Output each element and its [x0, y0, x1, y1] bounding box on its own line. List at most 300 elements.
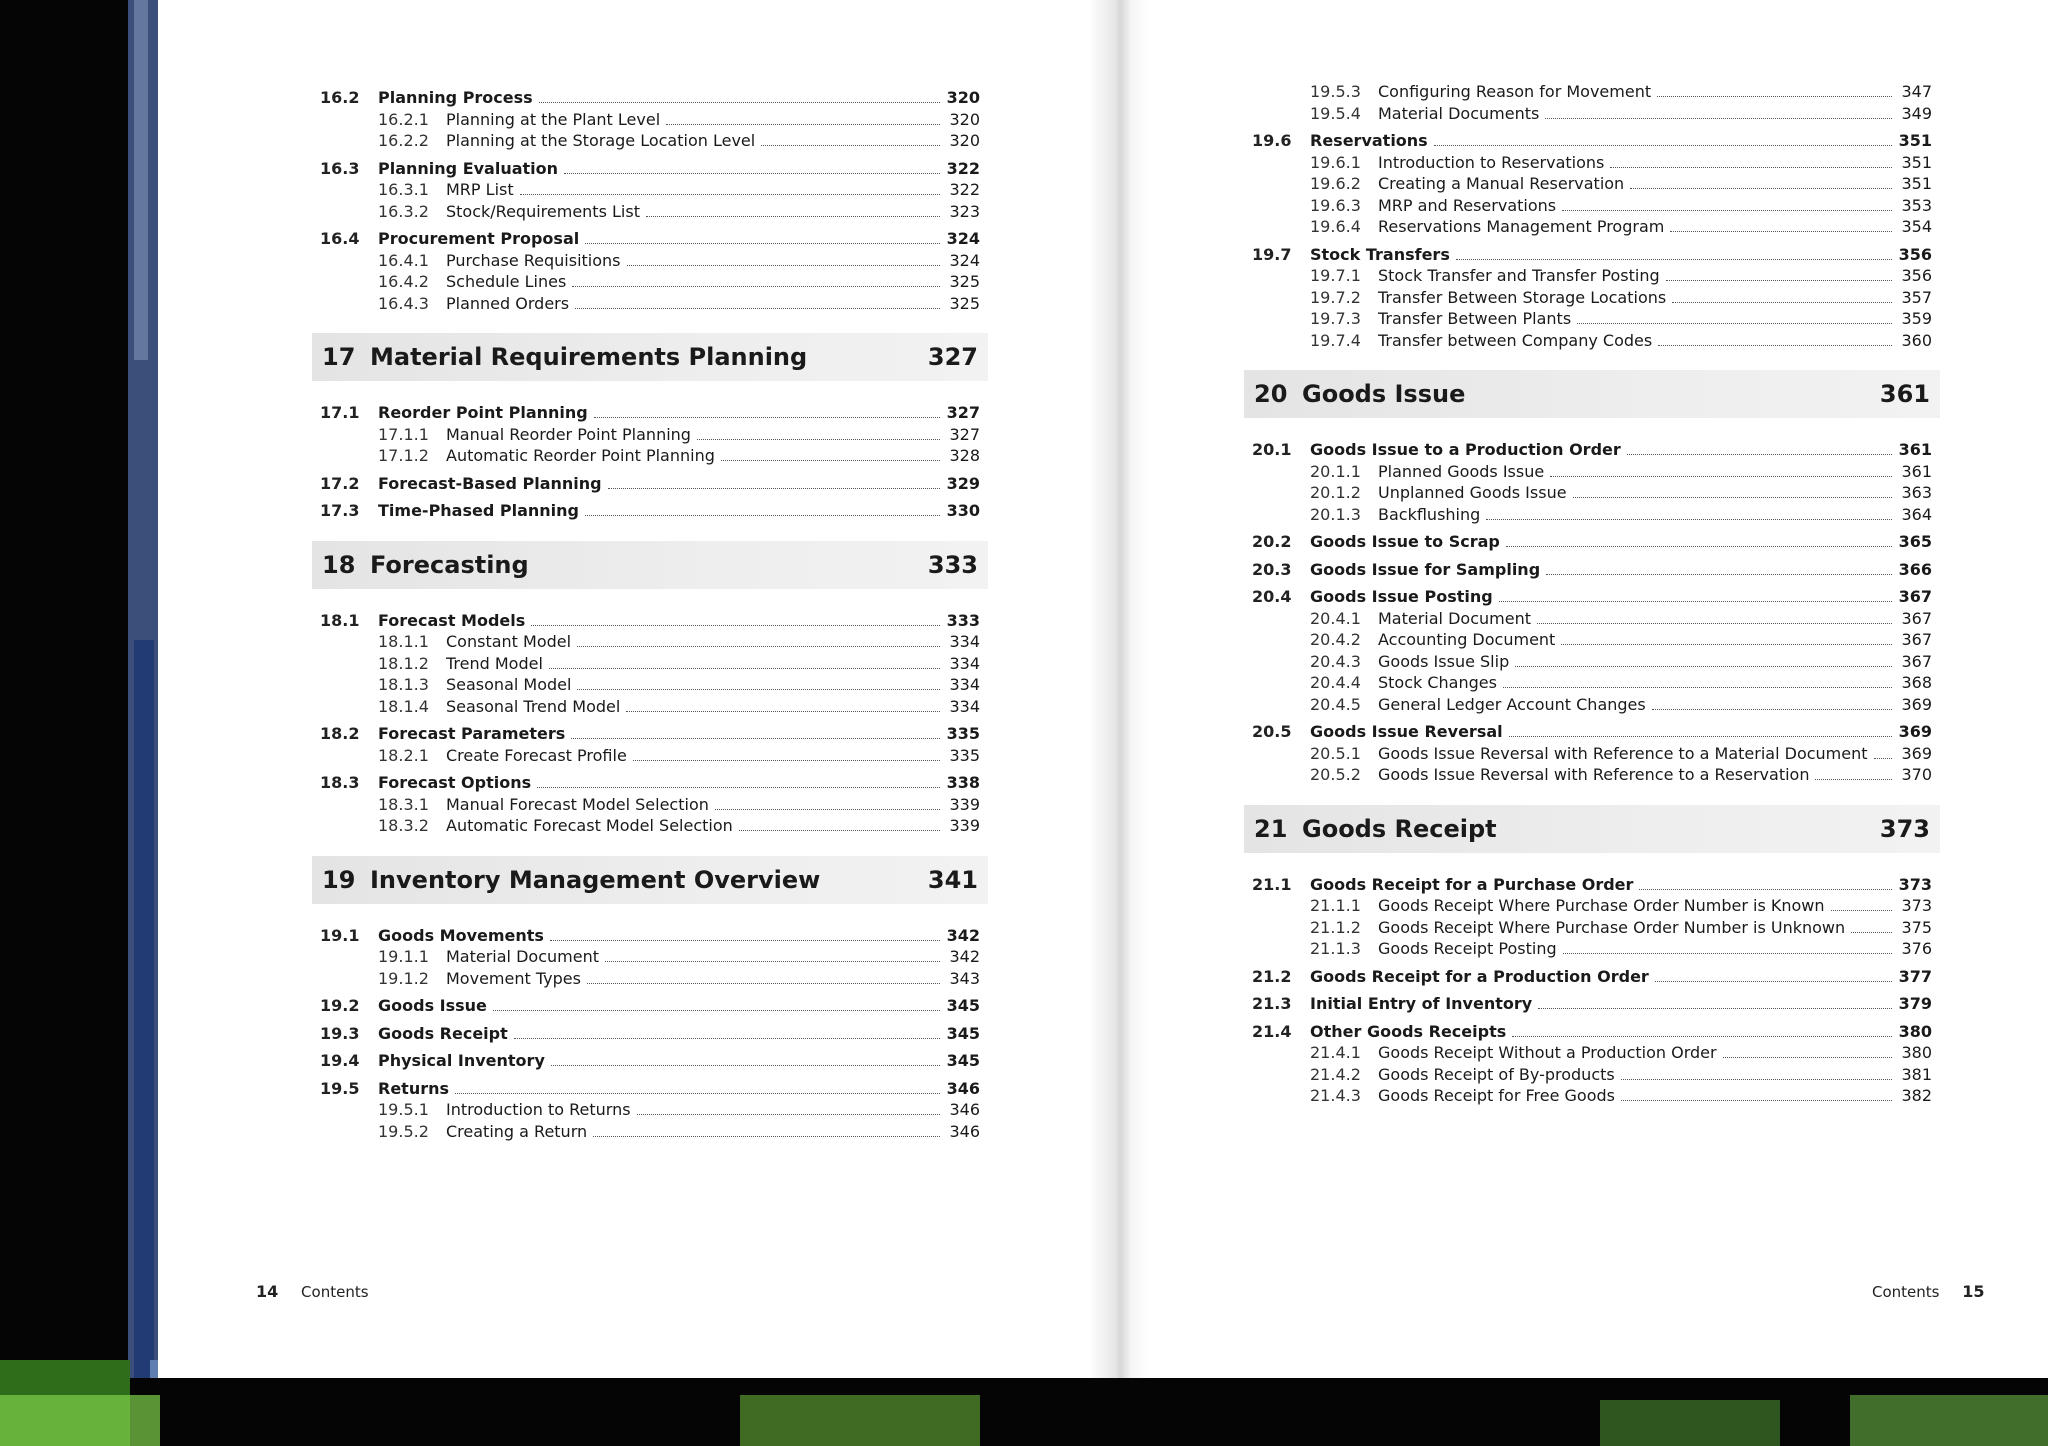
toc-section — [1252, 994, 1932, 1016]
entry-number: 18.3 — [320, 773, 360, 792]
entry-title: Planning Process — [378, 88, 533, 107]
entry-title: Purchase Requisitions — [446, 250, 621, 270]
entry-page: 351 — [1901, 152, 1932, 172]
entry-page: 324 — [949, 250, 980, 270]
entry-number: 21.3 — [1252, 994, 1292, 1013]
toc-subsection — [1252, 695, 1932, 717]
toc-subsection — [1252, 918, 1932, 940]
entry-number: 19.7.2 — [1310, 287, 1361, 307]
toc-subsection — [320, 251, 980, 273]
entry-number: 20.1.1 — [1310, 461, 1361, 481]
dot-leader — [1652, 709, 1892, 710]
toc-subsection — [320, 947, 980, 969]
dot-leader — [537, 787, 940, 788]
entry-title: Goods Issue for Sampling — [1310, 559, 1541, 579]
entry-page: 327 — [949, 424, 980, 444]
toc-subsection — [320, 632, 980, 654]
entry-page: 351 — [1898, 131, 1932, 150]
dot-leader — [587, 983, 940, 984]
toc-subsection — [320, 816, 980, 838]
entry-title: Transfer Between Storage Locations — [1378, 287, 1667, 307]
entry-page: 345 — [946, 1023, 980, 1043]
chapter-number: 18 — [322, 550, 356, 579]
toc-subsection — [1252, 153, 1932, 175]
entry-title: Goods Issue to a Production Order — [1310, 440, 1621, 459]
chapter-heading — [1244, 805, 1940, 853]
entry-number: 19.6.1 — [1310, 152, 1361, 172]
dot-leader — [1627, 454, 1892, 455]
dot-leader — [1546, 574, 1892, 575]
dot-leader — [539, 102, 940, 103]
entry-number: 20.4 — [1252, 587, 1292, 606]
chapter-heading — [312, 541, 988, 589]
toc-section — [1252, 1022, 1932, 1044]
entry-number: 19.5.4 — [1310, 103, 1361, 123]
entry-page: 338 — [946, 773, 980, 792]
entry-title: Stock Transfer and Transfer Posting — [1378, 266, 1660, 285]
toc-subsection — [320, 446, 980, 468]
dot-leader — [697, 439, 940, 440]
entry-title: Stock Changes — [1378, 673, 1497, 692]
dot-leader — [1509, 736, 1892, 737]
entry-page: 373 — [1901, 896, 1932, 915]
page-number: 15 — [1962, 1282, 1985, 1301]
entry-title: Procurement Proposal — [378, 229, 580, 248]
dot-leader — [1545, 118, 1892, 119]
toc-section — [1252, 245, 1932, 267]
entry-number: 18.1.3 — [378, 675, 429, 694]
chapter-heading — [1244, 370, 1940, 418]
entry-number: 19.5.3 — [1310, 82, 1361, 101]
toc-section — [1252, 967, 1932, 989]
toc-section — [320, 773, 980, 795]
dot-leader — [715, 809, 940, 810]
dot-leader — [514, 1038, 940, 1039]
entry-number: 19.1 — [320, 925, 360, 945]
chapter-page: 341 — [927, 865, 978, 894]
entry-title: Constant Model — [446, 632, 572, 651]
toc-subsection — [320, 795, 980, 817]
entry-title: Physical Inventory — [378, 1051, 545, 1070]
chapter-number: 20 — [1254, 380, 1288, 408]
chapter-title: Goods Issue — [1302, 380, 1466, 408]
entry-page: 322 — [946, 158, 980, 178]
entry-title: Automatic Forecast Model Selection — [446, 816, 733, 835]
entry-number: 19.7 — [1252, 244, 1292, 264]
entry-number: 20.4.2 — [1310, 630, 1361, 649]
toc-section — [320, 996, 980, 1018]
chapter-page: 333 — [927, 550, 978, 579]
entry-title: Material Document — [446, 947, 599, 966]
entry-page: 354 — [1901, 217, 1932, 236]
dot-leader — [1815, 779, 1892, 780]
entry-number: 18.1.2 — [378, 653, 429, 673]
toc-section — [1252, 440, 1932, 462]
dot-leader — [572, 286, 940, 287]
entry-number: 20.1.3 — [1310, 504, 1361, 524]
dot-leader — [637, 1114, 940, 1115]
toc-section — [320, 1024, 980, 1046]
dot-leader — [646, 216, 940, 217]
entry-number: 16.4.2 — [378, 272, 429, 291]
entry-title: Movement Types — [446, 968, 581, 988]
entry-page: 335 — [949, 745, 980, 765]
entry-page: 373 — [1898, 874, 1932, 894]
dot-leader — [666, 124, 940, 125]
entry-number: 18.2 — [320, 724, 360, 743]
entry-title: MRP List — [446, 180, 514, 199]
toc-subsection — [1252, 630, 1932, 652]
toc-subsection — [320, 131, 980, 153]
entry-page: 320 — [949, 131, 980, 150]
entry-number: 19.1.1 — [378, 947, 429, 966]
toc-subsection — [1252, 82, 1932, 104]
entry-page: 376 — [1901, 939, 1932, 958]
toc-subsection — [1252, 609, 1932, 631]
entry-title: Transfer Between Plants — [1378, 309, 1572, 328]
entry-number: 20.3 — [1252, 559, 1292, 579]
entry-page: 382 — [1901, 1086, 1932, 1105]
entry-number: 19.6.4 — [1310, 217, 1361, 236]
toc-subsection — [320, 675, 980, 697]
entry-page: 380 — [1898, 1021, 1932, 1041]
entry-page: 360 — [1901, 330, 1932, 350]
entry-page: 364 — [1901, 504, 1932, 524]
entry-number: 17.2 — [320, 473, 360, 493]
entry-page: 367 — [1901, 651, 1932, 671]
entry-number: 17.1 — [320, 403, 360, 422]
entry-page: 334 — [949, 675, 980, 694]
entry-number: 20.4.3 — [1310, 651, 1361, 671]
toc-subsection — [1252, 896, 1932, 918]
toc-subsection — [1252, 217, 1932, 239]
entry-page: 369 — [1901, 694, 1932, 714]
entry-page: 322 — [949, 180, 980, 199]
toc-subsection — [1252, 462, 1932, 484]
entry-number: 18.3.1 — [378, 794, 429, 814]
toc-subsection — [1252, 939, 1932, 961]
toc-subsection — [320, 654, 980, 676]
entry-number: 19.6.3 — [1310, 195, 1361, 215]
entry-page: 346 — [949, 1100, 980, 1119]
entry-number: 19.5 — [320, 1078, 360, 1098]
toc-subsection — [320, 746, 980, 768]
entry-page: 324 — [946, 229, 980, 248]
entry-page: 363 — [1901, 483, 1932, 502]
dot-leader — [571, 738, 940, 739]
entry-page: 320 — [946, 88, 980, 107]
entry-page: 375 — [1901, 917, 1932, 937]
entry-title: Goods Issue Reversal with Reference to a Material Document — [1378, 743, 1868, 763]
entry-number: 19.6 — [1252, 131, 1292, 150]
toc-section — [320, 1079, 980, 1101]
dot-leader — [605, 961, 940, 962]
entry-page: 328 — [949, 446, 980, 465]
entry-title: Planning at the Plant Level — [446, 109, 661, 129]
toc-subsection — [320, 272, 980, 294]
entry-title: Goods Issue to Scrap — [1310, 532, 1500, 551]
dot-leader — [1621, 1079, 1892, 1080]
toc-subsection — [320, 1122, 980, 1144]
entry-title: Goods Issue Reversal — [1310, 722, 1503, 741]
entry-number: 19.7.4 — [1310, 330, 1361, 350]
entry-number: 16.2.2 — [378, 131, 429, 150]
entry-page: 365 — [1898, 532, 1932, 551]
entry-page: 342 — [946, 925, 980, 945]
entry-number: 20.2 — [1252, 532, 1292, 551]
entry-title: Planning at the Storage Location Level — [446, 131, 756, 150]
dot-leader — [1666, 280, 1892, 281]
entry-number: 18.1 — [320, 610, 360, 630]
chapter-number: 21 — [1254, 814, 1288, 843]
entry-page: 345 — [946, 996, 980, 1015]
entry-page: 367 — [1901, 630, 1932, 649]
chapter-number: 17 — [322, 343, 356, 371]
entry-number: 20.1.2 — [1310, 483, 1361, 502]
dot-leader — [577, 646, 940, 647]
dot-leader — [608, 488, 940, 489]
toc-subsection — [1252, 309, 1932, 331]
dot-leader — [593, 1136, 940, 1137]
entry-title: Transfer between Company Codes — [1378, 330, 1653, 350]
dot-leader — [1655, 981, 1892, 982]
entry-page: 343 — [949, 968, 980, 988]
chapter-page: 373 — [1879, 814, 1930, 843]
entry-title: Goods Movements — [378, 925, 544, 945]
dot-leader — [1537, 623, 1892, 624]
chapter-page: 327 — [927, 343, 978, 371]
entry-title: Reservations — [1310, 131, 1428, 150]
entry-page: 346 — [946, 1078, 980, 1098]
dot-leader — [531, 625, 940, 626]
toc-section — [320, 88, 980, 110]
entry-number: 20.4.4 — [1310, 673, 1361, 692]
dot-leader — [1512, 1036, 1892, 1037]
entry-title: Planning Evaluation — [378, 158, 559, 178]
entry-title: Forecast Options — [378, 773, 532, 792]
toc-subsection — [320, 180, 980, 202]
dot-leader — [761, 145, 940, 146]
entry-number: 20.4.5 — [1310, 694, 1361, 714]
entry-number: 21.1.3 — [1310, 939, 1361, 958]
entry-number: 18.1.4 — [378, 696, 429, 716]
entry-number: 16.3.2 — [378, 201, 429, 221]
entry-page: 368 — [1901, 673, 1932, 692]
entry-title: Material Documents — [1378, 103, 1540, 123]
dot-leader — [1621, 1100, 1892, 1101]
entry-title: Goods Issue Reversal with Reference to a Reservation — [1378, 765, 1810, 784]
entry-title: Automatic Reorder Point Planning — [446, 446, 715, 465]
entry-number: 16.4.3 — [378, 293, 429, 313]
entry-number: 19.2 — [320, 996, 360, 1015]
toc-subsection — [1252, 652, 1932, 674]
entry-title: Returns — [378, 1078, 450, 1098]
entry-number: 21.1.2 — [1310, 917, 1361, 937]
toc-subsection — [1252, 1086, 1932, 1108]
dot-leader — [493, 1010, 940, 1011]
toc-section — [320, 926, 980, 948]
dot-leader — [1874, 758, 1892, 759]
page-number: 14 — [256, 1282, 279, 1301]
chapter-heading — [312, 856, 988, 904]
toc-section — [1252, 587, 1932, 609]
toc-subsection — [1252, 765, 1932, 787]
dot-leader — [1670, 231, 1892, 232]
entry-title: Goods Receipt for a Production Order — [1310, 966, 1649, 986]
dot-leader — [551, 1065, 940, 1066]
toc-subsection — [1252, 1065, 1932, 1087]
right-footer — [1872, 1282, 1985, 1301]
entry-title: Creating a Return — [446, 1121, 588, 1141]
dot-leader — [1657, 96, 1892, 97]
entry-title: Trend Model — [446, 653, 543, 673]
entry-number: 19.1.2 — [378, 968, 429, 988]
entry-page: 351 — [1901, 174, 1932, 193]
chapter-title: Material Requirements Planning — [370, 343, 808, 371]
entry-title: Goods Issue Posting — [1310, 587, 1493, 606]
entry-title: Goods Issue — [378, 996, 487, 1015]
dot-leader — [1486, 519, 1892, 520]
entry-title: Schedule Lines — [446, 272, 567, 291]
entry-title: Forecast Parameters — [378, 724, 566, 743]
footer-label: Contents — [1872, 1283, 1940, 1301]
entry-title: Unplanned Goods Issue — [1378, 483, 1567, 502]
entry-page: 342 — [949, 947, 980, 966]
entry-page: 334 — [949, 696, 980, 716]
dot-leader — [1561, 644, 1892, 645]
dot-leader — [739, 830, 940, 831]
dot-leader — [1630, 188, 1892, 189]
dot-leader — [1723, 1057, 1892, 1058]
entry-number: 21.4.2 — [1310, 1064, 1361, 1084]
toc-subsection — [1252, 673, 1932, 695]
entry-number: 17.1.2 — [378, 446, 429, 465]
entry-title: Goods Receipt of By-products — [1378, 1064, 1615, 1084]
dot-leader — [627, 265, 941, 266]
entry-number: 19.7.3 — [1310, 309, 1361, 328]
dot-leader — [549, 668, 940, 669]
entry-title: Other Goods Receipts — [1310, 1021, 1507, 1041]
dot-leader — [1538, 1008, 1892, 1009]
toc-subsection — [320, 425, 980, 447]
entry-title: Stock Transfers — [1310, 244, 1450, 264]
dot-leader — [633, 760, 940, 761]
entry-title: Stock/Requirements List — [446, 201, 640, 221]
entry-title: Manual Forecast Model Selection — [446, 794, 709, 814]
left-toc — [320, 82, 980, 1143]
toc-section — [320, 501, 980, 523]
entry-title: Goods Receipt for a Purchase Order — [1310, 874, 1634, 894]
toc-subsection — [1252, 288, 1932, 310]
entry-page: 329 — [946, 473, 980, 493]
entry-number: 21.4.1 — [1310, 1043, 1361, 1062]
entry-number: 19.6.2 — [1310, 174, 1361, 193]
entry-page: 367 — [1901, 608, 1932, 628]
dot-leader — [721, 460, 940, 461]
entry-title: Time-Phased Planning — [378, 501, 579, 520]
entry-page: 379 — [1898, 994, 1932, 1013]
entry-page: 347 — [1901, 82, 1932, 101]
entry-page: 377 — [1898, 966, 1932, 986]
entry-number: 17.3 — [320, 501, 360, 520]
toc-subsection — [320, 110, 980, 132]
entry-number: 20.5.2 — [1310, 765, 1361, 784]
entry-page: 323 — [949, 201, 980, 221]
dot-leader — [1562, 210, 1892, 211]
entry-title: Forecast-Based Planning — [378, 473, 602, 493]
entry-title: Seasonal Model — [446, 675, 572, 694]
entry-page: 339 — [949, 794, 980, 814]
entry-page: 334 — [949, 632, 980, 651]
dot-leader — [520, 194, 940, 195]
entry-page: 327 — [946, 403, 980, 422]
chapter-title: Inventory Management Overview — [370, 865, 821, 894]
dot-leader — [1672, 302, 1892, 303]
entry-title: Creating a Manual Reservation — [1378, 174, 1625, 193]
dot-leader — [1506, 546, 1892, 547]
toc-section — [320, 611, 980, 633]
entry-page: 345 — [946, 1051, 980, 1070]
entry-title: Backflushing — [1378, 504, 1481, 524]
entry-number: 20.1 — [1252, 440, 1292, 459]
entry-title: Goods Receipt Where Purchase Order Number is Unknown — [1378, 917, 1846, 937]
entry-number: 17.1.1 — [378, 424, 429, 444]
entry-title: MRP and Reservations — [1378, 195, 1557, 215]
toc-section — [320, 1051, 980, 1073]
entry-number: 19.5.1 — [378, 1100, 429, 1119]
entry-page: 356 — [1898, 244, 1932, 264]
toc-subsection — [1252, 505, 1932, 527]
dot-leader — [550, 940, 940, 941]
dot-leader — [1851, 932, 1892, 933]
entry-title: Introduction to Reservations — [1378, 152, 1605, 172]
entry-number: 18.2.1 — [378, 745, 429, 765]
dot-leader — [1658, 345, 1892, 346]
entry-number: 18.3.2 — [378, 816, 429, 835]
entry-number: 16.4 — [320, 229, 360, 248]
entry-number: 19.4 — [320, 1051, 360, 1070]
entry-page: 334 — [949, 653, 980, 673]
entry-title: Planned Goods Issue — [1378, 461, 1545, 481]
entry-number: 16.3.1 — [378, 180, 429, 199]
entry-title: Accounting Document — [1378, 630, 1556, 649]
entry-page: 335 — [946, 724, 980, 743]
entry-title: Material Document — [1378, 608, 1531, 628]
dot-leader — [1639, 889, 1892, 890]
entry-title: Create Forecast Profile — [446, 745, 627, 765]
toc-subsection — [320, 202, 980, 224]
entry-title: Reorder Point Planning — [378, 403, 588, 422]
entry-page: 370 — [1901, 765, 1932, 784]
dot-leader — [1499, 601, 1892, 602]
entry-page: 320 — [949, 109, 980, 129]
toc-section — [1252, 875, 1932, 897]
dot-leader — [455, 1093, 940, 1094]
dot-leader — [1515, 666, 1892, 667]
toc-section — [1252, 131, 1932, 153]
entry-number: 20.4.1 — [1310, 608, 1361, 628]
entry-page: 353 — [1901, 195, 1932, 215]
entry-number: 21.2 — [1252, 966, 1292, 986]
toc-subsection — [320, 1100, 980, 1122]
toc-subsection — [1252, 1043, 1932, 1065]
entry-page: 357 — [1901, 287, 1932, 307]
entry-page: 349 — [1901, 103, 1932, 123]
entry-title: Goods Receipt Where Purchase Order Number is Known — [1378, 896, 1825, 915]
dot-leader — [1456, 259, 1892, 260]
entry-page: 361 — [1901, 461, 1932, 481]
dot-leader — [564, 173, 940, 174]
